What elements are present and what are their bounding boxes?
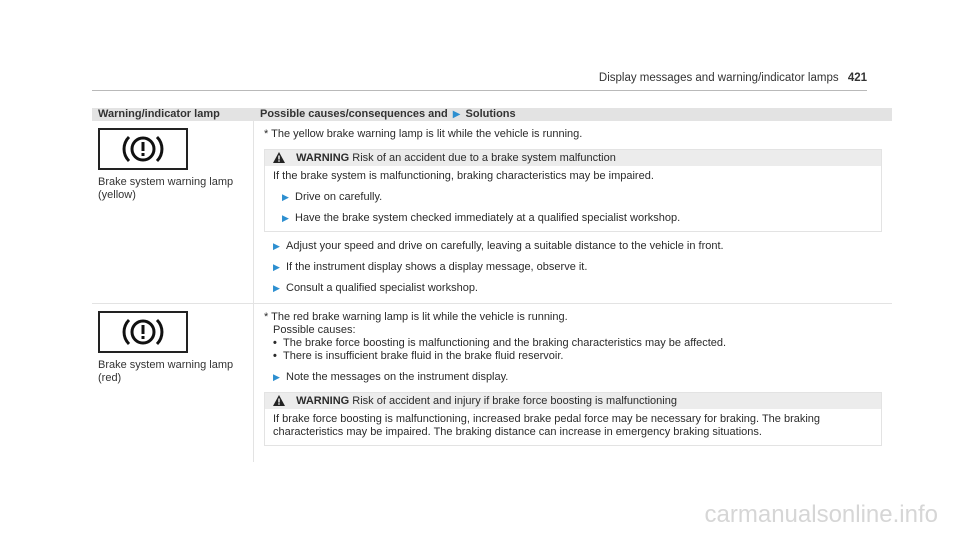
- lamp-caption-color: (yellow): [98, 188, 136, 201]
- step-arrow-icon: ▶: [282, 192, 289, 202]
- table-row: [92, 121, 892, 304]
- step-arrow-icon: ▶: [273, 372, 280, 382]
- warning-text: characteristics may be impaired. The braking distance can increase in emergency braking situations.: [273, 426, 762, 438]
- bullet-text: There is insufficient brake fluid in the brake fluid reservoir.: [283, 350, 564, 362]
- step-text: Have the brake system checked immediately at a qualified specialist workshop.: [295, 212, 681, 224]
- step-text: Note the messages on the instrument display.: [286, 371, 509, 383]
- bullet-icon: •: [273, 350, 277, 362]
- bullet-text: The brake force boosting is malfunctioning and the braking characteristics may be affected.: [283, 337, 727, 349]
- warning-body: [265, 409, 881, 445]
- brake-warning-lamp-icon: [98, 311, 188, 353]
- lamp-caption-line: Brake system warning lamp: [98, 176, 234, 188]
- col-header-causes-text: Possible causes/consequences and: [260, 108, 448, 120]
- causes-label: Possible causes:: [273, 324, 356, 336]
- lamp-cell: [92, 304, 254, 462]
- warning-label: WARNING: [296, 152, 350, 164]
- arrow-right-icon: ▶: [452, 109, 461, 120]
- table-header: [92, 108, 892, 121]
- warning-label: WARNING: [296, 395, 350, 407]
- warning-body: [265, 166, 881, 231]
- action-step: [273, 191, 873, 204]
- col-header-solutions-text: Solutions: [465, 108, 516, 120]
- step-arrow-icon: ▶: [273, 283, 280, 293]
- lamp-cell: [92, 121, 254, 303]
- list-item: [264, 350, 882, 363]
- step-arrow-icon: ▶: [282, 213, 289, 223]
- page-header: [92, 72, 867, 91]
- page-number: 421: [847, 72, 867, 84]
- col-header-lamp: Warning/indicator lamp: [98, 108, 220, 120]
- action-step: [264, 371, 882, 384]
- step-text: Adjust your speed and drive on carefully, leaving a suitable distance to the vehicle in front.: [286, 240, 724, 252]
- warning-triangle-icon: [273, 395, 285, 406]
- section-title: Display messages and warning/indicator lamps: [598, 72, 839, 84]
- warning-text: If brake force boosting is malfunctioning, increased brake pedal force may be necessary for braking. The braking: [273, 413, 821, 425]
- warning-text: If the brake system is malfunctioning, braking characteristics may be impaired.: [273, 170, 654, 182]
- lamp-caption: [98, 176, 238, 201]
- watermark: carmanualsonline.info: [704, 501, 938, 528]
- lamp-intro-text: * The red brake warning lamp is lit while the vehicle is running.: [264, 311, 568, 323]
- table-row: [92, 304, 892, 462]
- lamp-caption: [98, 359, 238, 384]
- col-header-causes: [254, 108, 892, 121]
- action-step: [273, 212, 873, 225]
- step-arrow-icon: ▶: [273, 262, 280, 272]
- warning-header: [265, 150, 881, 166]
- step-arrow-icon: ▶: [273, 241, 280, 251]
- step-text: Drive on carefully.: [295, 191, 383, 203]
- warning-box: [264, 149, 882, 232]
- warning-header: [265, 393, 881, 409]
- bullet-icon: •: [273, 337, 277, 349]
- lamp-intro-text: * The yellow brake warning lamp is lit while the vehicle is running.: [264, 128, 583, 140]
- step-text: Consult a qualified specialist workshop.: [286, 282, 478, 294]
- brake-warning-lamp-icon: [98, 128, 188, 170]
- action-step: [264, 240, 882, 253]
- step-text: If the instrument display shows a display message, observe it.: [286, 261, 588, 273]
- list-item: [264, 337, 882, 350]
- warning-triangle-icon: [273, 152, 285, 163]
- warning-box: [264, 392, 882, 446]
- action-step: [264, 282, 882, 295]
- causes-cell: [254, 121, 892, 303]
- warning-title: Risk of an accident due to a brake system malfunction: [352, 152, 616, 164]
- causes-cell: [254, 304, 892, 462]
- lamp-caption-color: (red): [98, 371, 122, 384]
- lamp-caption-line: Brake system warning lamp: [98, 359, 234, 371]
- action-step: [264, 261, 882, 274]
- warning-lamp-table: [92, 108, 892, 462]
- warning-title: Risk of accident and injury if brake force boosting is malfunctioning: [352, 395, 677, 407]
